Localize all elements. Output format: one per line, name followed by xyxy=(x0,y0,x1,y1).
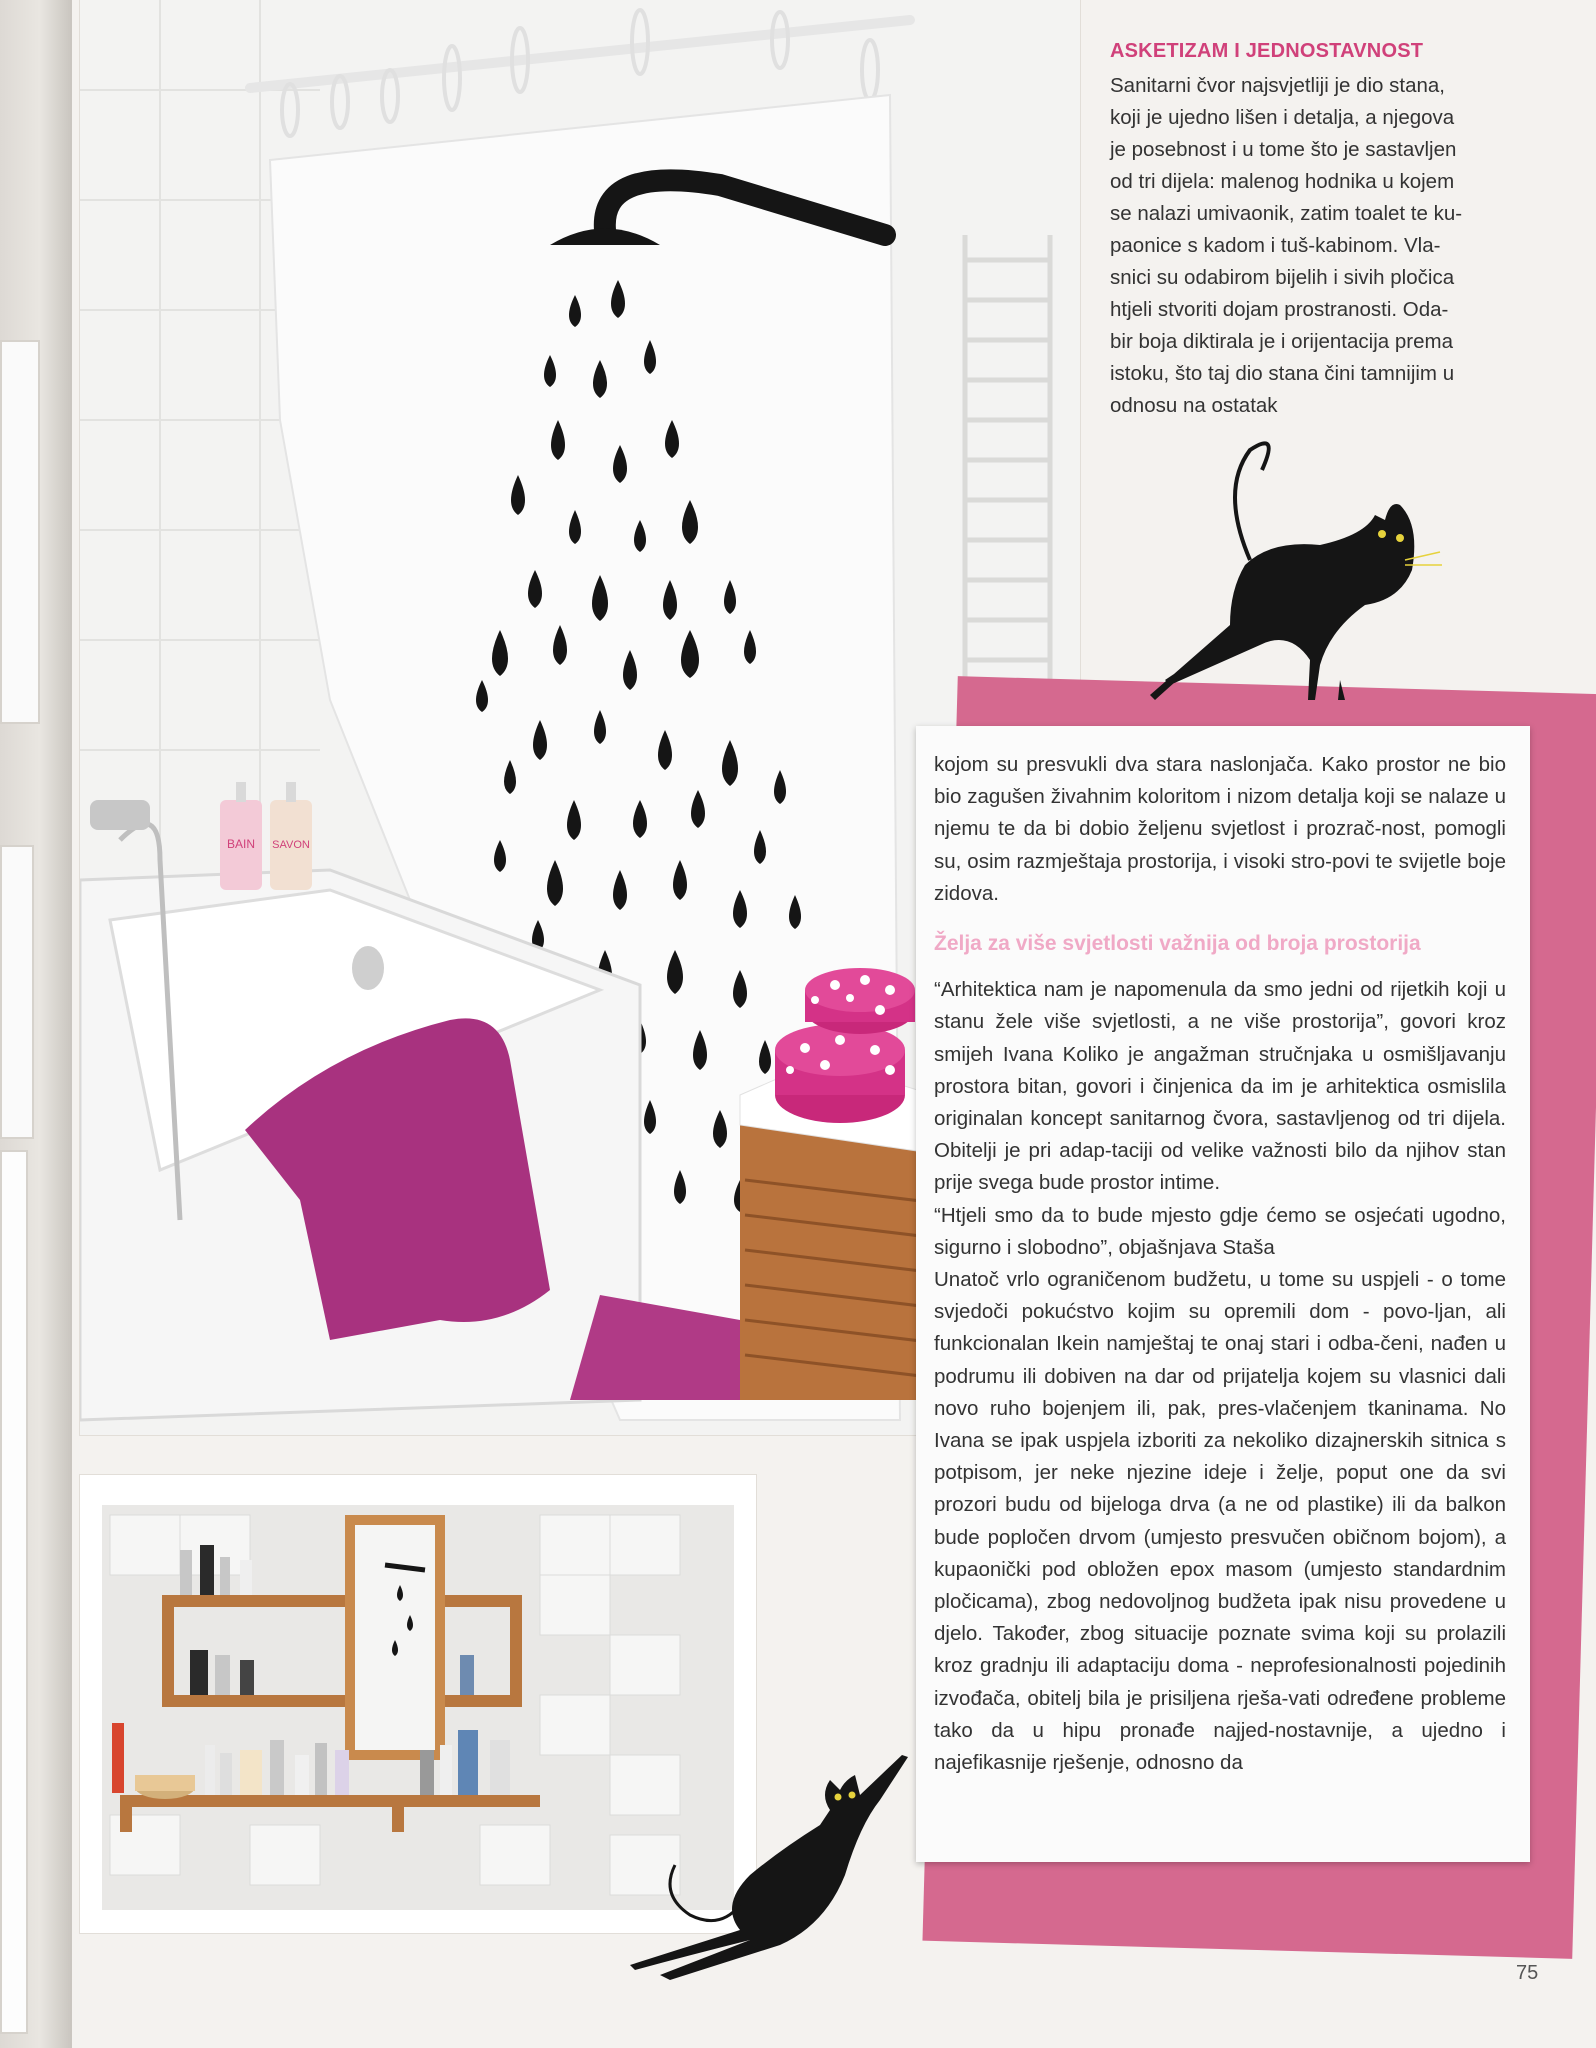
article-paragraph: kojom su presvukli dva stara naslonjača. Kako prostor ne bio bio zagušen živahnim koloritom i nizom detalja koji se nalaze u njemu te da bi dobio željenu svjetlost i prozrač-nost, pomogli su, osim razmještaja prostorija, i visoki stro-povi te svijetle boje zidova. xyxy=(934,753,1506,905)
sidebar-line: odnosu na ostatak xyxy=(1110,394,1278,417)
sidebar-text xyxy=(1110,70,1500,422)
previous-page-edge xyxy=(0,1150,28,2034)
bain-bottle-label: BAIN xyxy=(226,837,256,851)
previous-page-edge xyxy=(0,340,40,724)
sidebar-line: bir boja diktirala je i orijentacija prema xyxy=(1110,330,1453,353)
sidebar-line: je posebnost i u tome što je sastavljen xyxy=(1110,138,1457,161)
article-body xyxy=(934,749,1506,1779)
page-number: 75 xyxy=(1516,1962,1539,1984)
sidebar-line: snici su odabirom bijelih i sivih pločica xyxy=(1110,266,1455,289)
cat-illustration-top xyxy=(1150,430,1470,710)
sidebar-line: se nalazi umivaonik, zatim toalet te ku- xyxy=(1110,202,1463,225)
sidebar-line: koji je ujedno lišen i detalja, a njegova xyxy=(1110,106,1455,129)
magazine-spine xyxy=(0,0,72,2048)
sidebar-line: od tri dijela: malenog hodnika u kojem xyxy=(1110,170,1455,193)
article-paragraph: “Arhitektica nam je napomenula da smo jedni od rijetkih koji u stanu žele više svjetlosti, a ne više prostorija”, govori kroz smijeh Ivana Koliko je angažman stručnjaka u osmišljavanju prostora bitan, govori i činjenica da im je arhitektica osmislila originalan koncept sanitarnog čvora, sastavljenog od tri dijela. Obitelji je pri adap-taciji od velike važnosti bilo da njihov stan prije svega bude prostor intime. xyxy=(934,978,1506,1195)
sidebar-heading: ASKETIZAM I JEDNOSTAVNOST xyxy=(1110,40,1424,62)
article-subheading: Želja za više svjetlosti važnija od broja prostorija xyxy=(934,932,1421,956)
cat-illustration-bottom xyxy=(630,1755,920,1985)
sidebar-line: istoku, što taj dio stana čini tamnijim u xyxy=(1110,362,1455,385)
previous-page-edge xyxy=(0,845,34,1139)
sidebar-line: paonice s kadom i tuš-kabinom. Vla- xyxy=(1110,234,1441,257)
sidebar-line: Sanitarni čvor najsvjetliji je dio stana, xyxy=(1110,74,1445,97)
article-paragraph: “Htjeli smo da to bude mjesto gdje ćemo se osjećati ugodno, sigurno i slobodno”, objašnjava Staša xyxy=(934,1203,1506,1259)
article-paragraph: Unatoč vrlo ograničenom budžetu, u tome su uspjeli - o tome svjedoči pokućstvo kojim su opremili dom - povo-ljan, ali funkcionalan Ikein namještaj te onaj stari i odba-čeni, nađen u podrumu ili dobiven na dar od prijatelja kojem su vlasnici dali novo ruho bojenjem ili, pak, pres-vlačenjem tkaninama. No Ivana se ipak uspjela izboriti za nekoliko dizajnerskih sitnica s potpisom, jer neke njezine ideje i želje, poput one da svi prozori budu od bijeloga drva (a ne od plastike) ili da balkon bude popločen drvom (umjesto presvučen običnom bojom), a kupaonički pod obložen epox masom (umjesto standardnim pločicama), zbog nedovoljnog budžeta ipak nisu provedene u djelo. Također, zbog situacije poznate svima koji su prolazili kroz gradnju ili adaptaciju doma - neprofesionalnosti pojedinih izvođača, obitelj bila je prisiljena rješa-vati određene probleme tako da u hipu pronađe najjed-nostavnije, a ujedno i najefikasnije rješenje, odnosno da xyxy=(934,1268,1506,1775)
savon-bottle-label: SAVON xyxy=(272,839,310,851)
sidebar-line: htjeli stvoriti dojam prostranosti. Oda- xyxy=(1110,298,1449,321)
